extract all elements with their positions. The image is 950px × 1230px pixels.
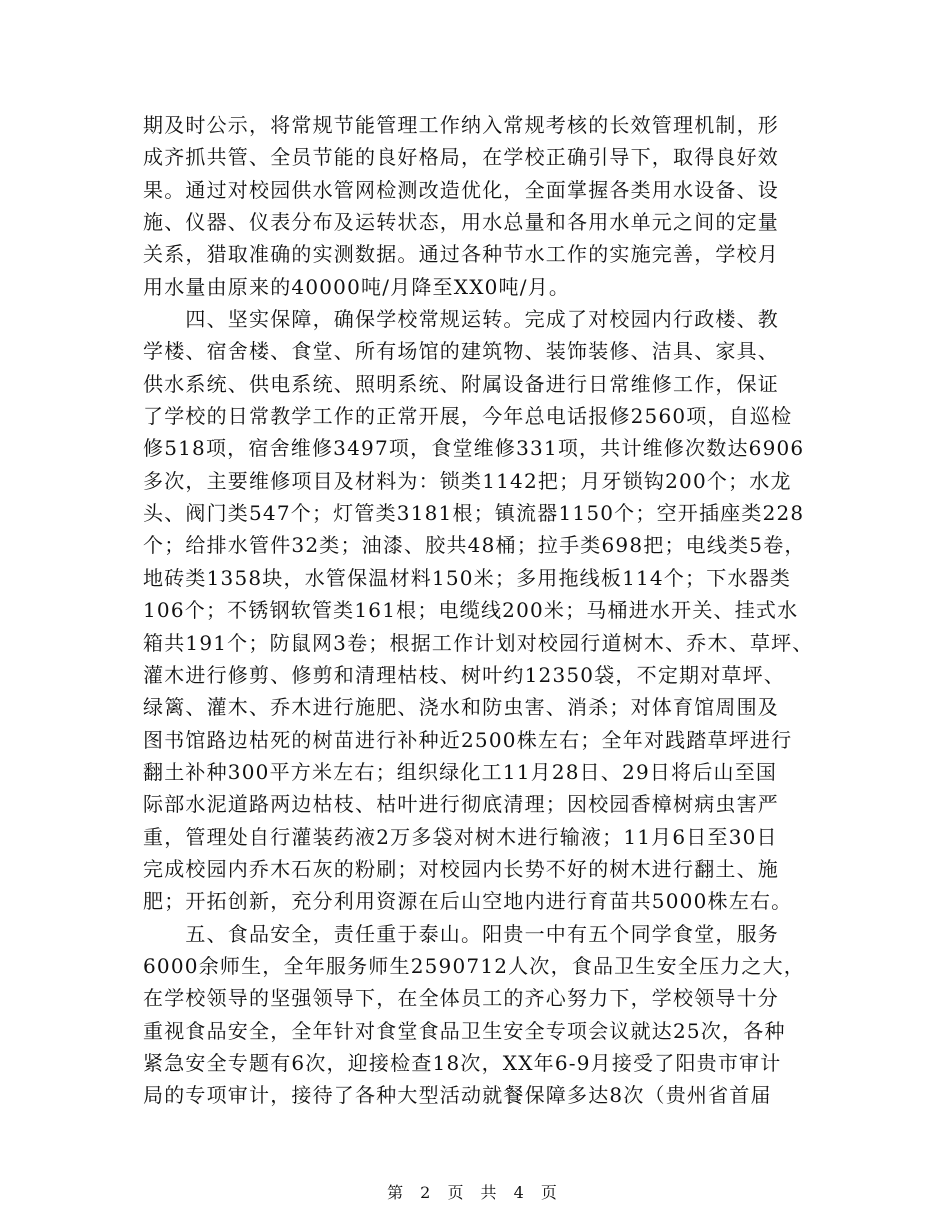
text-line: 图书馆路边枯死的树苗进行补种近2500株左右；全年对践踏草坪进行: [143, 727, 793, 752]
text-line: 五、食品安全，责任重于泰山。阳贵一中有五个同学食堂，服务: [143, 921, 779, 946]
text-line: 106个；不锈钢软管类161根；电缆线200米；马桶进水开关、挂式水: [143, 598, 799, 623]
text-line: 重，管理处自行灌装药液2万多袋对树木进行输液；11月6日至30日: [143, 824, 778, 849]
text-line: 果。通过对校园供水管网检测改造优化，全面掌握各类用水设备、设: [143, 177, 779, 202]
page-footer: 第 2 页 共 4 页: [387, 1183, 563, 1202]
text-line: 局的专项审计，接待了各种大型活动就餐保障多达8次（贵州省首届: [143, 1083, 772, 1108]
text-line: 成齐抓共管、全员节能的良好格局，在学校正确引导下，取得良好效: [143, 145, 779, 170]
text-line: 个；给排水管件32类；油漆、胶共48桶；拉手类698把；电线类5卷，: [143, 533, 806, 558]
text-line: 四、坚实保障，确保学校常规运转。完成了对校园内行政楼、教: [143, 307, 779, 332]
text-line: 际部水泥道路两边枯枝、枯叶进行彻底清理；因校园香樟树病虫害严: [143, 792, 779, 817]
text-line: 肥；开拓创新，充分利用资源在后山空地内进行育苗共5000株左右。: [143, 889, 793, 914]
text-line: 完成校园内乔木石灰的粉刷；对校园内长势不好的树木进行翻土、施: [143, 856, 779, 881]
document-body: [143, 109, 833, 1112]
text-line: 供水系统、供电系统、照明系统、附属设备进行日常维修工作，保证: [143, 371, 779, 396]
text-line: 关系，猎取准确的实测数据。通过各种节水工作的实施完善，学校月: [143, 242, 779, 267]
text-line: 地砖类1358块，水管保温材料150米；多用拖线板114个；下水器类: [143, 565, 792, 590]
text-line: 修518项，宿舍维修3497项，食堂维修331项，共计维修次数达6906: [143, 436, 805, 461]
text-line: 期及时公示，将常规节能管理工作纳入常规考核的长效管理机制，形: [143, 113, 779, 137]
text-line: 箱共191个；防鼠网3卷；根据工作计划对校园行道树木、乔木、草坪、: [143, 630, 814, 655]
text-line: 多次，主要维修项目及材料为：锁类1142把；月牙锁钩200个；水龙: [143, 468, 792, 493]
text-line: 重视食品安全，全年针对食堂食品卫生安全专项会议就达25次，各种: [143, 1018, 786, 1043]
text-line: 了学校的日常教学工作的正常开展，今年总电话报修2560项，自巡检: [143, 404, 793, 429]
text-line: 施、仪器、仪表分布及运转状态，用水总量和各用水单元之间的定量: [143, 210, 779, 235]
text-line: 翻土补种300平方米左右；组织绿化工11月28日、29日将后山至国: [143, 759, 778, 784]
text-line: 学楼、宿舍楼、食堂、所有场馆的建筑物、装饰装修、洁具、家具、: [143, 339, 779, 364]
text-line: 灌木进行修剪、修剪和清理枯枝、树叶约12350袋，不定期对草坪、: [143, 662, 786, 687]
text-line: 用水量由原来的40000吨/月降至XX0吨/月。: [143, 274, 571, 299]
text-line: 在学校领导的坚强领导下，在全体员工的齐心努力下，学校领导十分: [143, 986, 779, 1011]
text-line: 头、阀门类547个；灯管类3181根；镇流器1150个；空开插座类228: [143, 501, 805, 526]
text-line: 绿篱、灌木、乔木进行施肥、浇水和防虫害、消杀；对体育馆周围及: [143, 695, 779, 720]
text-line: 紧急安全专题有6次，迎接检查18次，XX年6-9月接受了阳贵市审计: [143, 1050, 782, 1075]
text-line: 6000余师生，全年服务师生2590712人次，食品卫生安全压力之大，: [143, 953, 805, 978]
